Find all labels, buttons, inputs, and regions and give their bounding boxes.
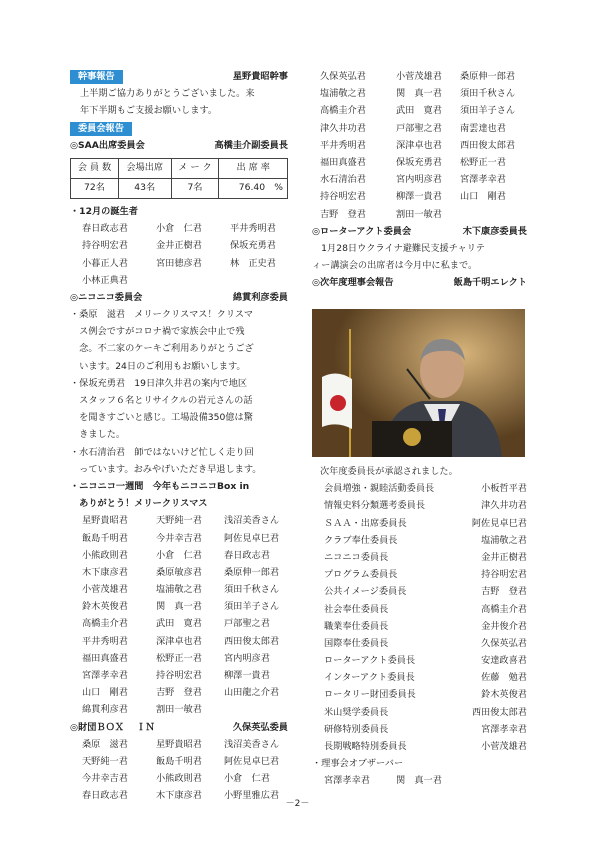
observer-name: 宮澤孝幸君	[324, 775, 370, 787]
niko-week-cont-name: 南雲達也君	[460, 122, 506, 134]
niko-text-line: います。24日のご利用もお願いします。	[70, 360, 246, 372]
niko-week-cont-row	[312, 85, 527, 102]
committee-role: 研修特別委員長	[324, 723, 389, 735]
niko-week-name: 小菅茂雄君	[82, 584, 128, 596]
birthday-name: 平井秀明君	[230, 223, 276, 235]
committee-role: ＳＡＡ・出席委員長	[324, 517, 407, 529]
committee-role: インターアクト委員長	[324, 672, 415, 684]
birthday-title: ・12月の誕生者	[70, 205, 138, 217]
observer-name: 関 真一君	[396, 775, 442, 787]
zaidan-name: 小倉 仁君	[224, 773, 270, 785]
zaidan-row	[70, 736, 288, 753]
committee-role: プログラム委員長	[324, 569, 398, 581]
attendance-value: 7名	[171, 178, 219, 198]
niko-week-cont-row	[312, 102, 527, 119]
niko-week-row	[70, 530, 288, 547]
committee-member: 小板哲平君	[481, 483, 527, 495]
zaidan-name: 飯島千明君	[156, 755, 202, 767]
left-column	[70, 68, 288, 805]
committee-row	[312, 618, 527, 635]
niko-week-name: 西田俊太郎君	[224, 635, 280, 647]
niko-week-name: 柳澤一貴君	[224, 670, 270, 681]
observer-row	[312, 772, 527, 789]
niko-week-title: ありがとう！メリークリスマス	[70, 498, 208, 510]
zaidan-name: 天野純一君	[82, 755, 128, 767]
niko-week-name: 春日政志君	[224, 549, 270, 561]
niko-week-cont-name: 平井秀明君	[320, 139, 366, 151]
zaidan-name: 浅沼美香さん	[224, 738, 280, 750]
niko-week-cont-name: 保坂充勇君	[396, 156, 442, 168]
niko-week-row	[70, 667, 288, 684]
niko-week-name: 割田一敏君	[156, 704, 202, 716]
niko-text-line: ・水石清治君 師ではないけど忙しく走り回	[70, 446, 254, 458]
attendance-header: 会場出席	[118, 158, 171, 178]
niko-week-name: 松野正一君	[156, 652, 202, 664]
next-year-board-header	[312, 274, 527, 291]
committee-row	[312, 635, 527, 652]
speaker-photo	[312, 309, 525, 457]
committee-role: 国際奉仕委員長	[324, 637, 389, 649]
zaidan-name: 小野里雅広君	[224, 790, 280, 802]
birthday-name: 小林正典君	[82, 274, 128, 286]
birthday-row	[70, 255, 288, 272]
birthday-name: 持谷明宏君	[82, 240, 128, 252]
niko-week-row	[70, 650, 288, 667]
niko-text-line: ・保坂充勇君 19日津久井君の案内で地区	[70, 377, 248, 389]
saa-title: ◎SAA出席委員会	[70, 139, 145, 151]
niko-week-cont-row	[312, 171, 527, 188]
zaidan-name: 桑原 滋君	[82, 738, 128, 750]
niko-week-name: 戸部聖之君	[224, 618, 270, 630]
niko-week-cont-row	[312, 154, 527, 171]
committee-row	[312, 515, 527, 532]
niko-week-cont-name: 持谷明宏君	[320, 191, 366, 203]
niko-week-row	[70, 512, 288, 529]
attendance-header: 会 員 数	[71, 158, 119, 178]
page-number: －2－	[285, 799, 310, 809]
niko-week-cont-row	[312, 188, 527, 205]
committee-member: 金井正樹君	[481, 551, 527, 563]
niko-week-cont-name: 高橋圭介君	[320, 105, 366, 117]
niko-name: 綿貫利彦委員	[232, 291, 288, 303]
rotaract-text-line: ィー講演会の出席者は今月中に私まで。	[312, 260, 478, 272]
committee-row	[312, 480, 527, 497]
committee-member: 小菅茂雄君	[481, 741, 527, 752]
niko-week-row	[70, 633, 288, 650]
niko-week-cont-name: 久保英弘君	[320, 71, 366, 82]
niko-text-line: 念。不二家のケーキご利用ありがとうござ	[70, 343, 254, 355]
niko-week-cont-name: 桑原伸一郎君	[460, 71, 516, 82]
niko-text-line: きました。	[70, 429, 126, 441]
birthday-name: 小暮正人君	[82, 257, 128, 269]
committee-role: 職業奉仕委員長	[324, 620, 389, 632]
zaidan-title: ◎財団ＢＯＸ ＩＮ	[70, 721, 155, 733]
niko-week-name: 須田千秋さん	[224, 584, 280, 596]
niko-week-name: 小熊政則君	[82, 549, 128, 561]
niko-week-name: 持谷明宏君	[156, 670, 202, 681]
committee-member: 西田俊太郎君	[471, 706, 527, 718]
niko-week-cont-row	[312, 206, 527, 223]
niko-week-cont-name: 福田真盛君	[320, 156, 366, 168]
next-year-board-name: 飯島千明エレクト	[453, 277, 527, 289]
niko-week-name: 関 真一君	[156, 601, 202, 613]
attendance-table	[70, 158, 288, 199]
attendance-header: 出 席 率	[219, 158, 288, 178]
zaidan-name: 阿佐見卓巳君	[224, 755, 280, 767]
niko-week-name: 小倉 仁君	[156, 549, 202, 561]
niko-week-name: 宮内明彦君	[224, 652, 270, 664]
saa-name: 高橋圭介副委員長	[214, 139, 288, 151]
committee-list	[312, 480, 527, 755]
niko-week-row	[70, 701, 288, 718]
niko-text-line: スタッフ６名とリサイクルの岩元さんの話	[70, 395, 253, 406]
committee-row	[312, 721, 527, 738]
committee-row	[312, 738, 527, 755]
niko-week-cont-name: 松野正一君	[460, 156, 506, 168]
niko-week-cont-name: 西田俊太郎君	[460, 139, 516, 151]
right-column	[312, 68, 527, 291]
committee-member: 金井俊介君	[481, 620, 527, 632]
kanji-text-line: 年下半期もご支援お願いします。	[80, 105, 218, 117]
birthday-row	[70, 272, 288, 289]
committee-row	[312, 497, 527, 514]
committee-row	[312, 566, 527, 583]
niko-text-line: っています。おみやげいただき早退します。	[70, 463, 262, 475]
right-column-lower	[312, 463, 527, 790]
committee-role: 会員増強・親睦活動委員長	[324, 483, 435, 495]
next-year-board-title: ◎次年度理事会報告	[312, 277, 394, 289]
niko-week-row	[70, 684, 288, 701]
niko-week-cont-name: 割田一敏君	[396, 208, 442, 220]
niko-week-name: 星野貴昭君	[82, 515, 128, 527]
niko-week-cont-name: 須田千秋さん	[460, 88, 516, 100]
kanji-name: 星野貴昭幹事	[232, 71, 288, 82]
attendance-value: 72名	[71, 178, 119, 198]
committee-role: 長期戦略特別委員長	[324, 741, 407, 752]
zaidan-name: 木下康彦君	[156, 790, 202, 802]
kanji-text-line: 上半期ご協力ありがとうございました。来	[80, 88, 255, 100]
niko-week-cont-name: 深津卓也君	[396, 139, 442, 151]
niko-week-name: 吉野 登君	[156, 687, 202, 699]
niko-week-cont-name: 宮内明彦君	[396, 174, 442, 186]
niko-week-cont-name: 吉野 登君	[320, 208, 366, 220]
niko-week-cont-name: 武田 寛君	[396, 105, 442, 117]
niko-week-cont-row	[312, 137, 527, 154]
committee-member: 鈴木英俊君	[481, 689, 527, 701]
niko-week-cont-name: 関 真一君	[396, 88, 442, 100]
approved-text: 次年度委員長が承認されました。	[320, 466, 458, 477]
committee-row	[312, 532, 527, 549]
committee-member: 持谷明宏君	[481, 569, 527, 581]
saa-header	[70, 137, 288, 154]
observer-title: ・理事会オブザーバー	[312, 758, 404, 770]
committee-row	[312, 652, 527, 669]
niko-week-name: 鈴木英俊君	[82, 601, 128, 613]
committee-member: 津久井功君	[481, 500, 527, 512]
attendance-value: 76.40 %	[219, 178, 288, 198]
niko-week-cont-name: 山口 剛君	[460, 191, 506, 203]
rotaract-header	[312, 223, 527, 240]
zaidan-name: 春日政志君	[82, 790, 128, 802]
niko-week-row	[70, 547, 288, 564]
attendance-value: 43名	[118, 178, 171, 198]
niko-text-line: ス例会ですがコロナ禍で家族会中止で残	[70, 326, 245, 338]
birthday-row	[70, 237, 288, 254]
niko-week-cont-name: 水石清治君	[320, 174, 366, 186]
niko-week-name: 福田真盛君	[82, 652, 128, 664]
niko-week-name: 平井秀明君	[82, 635, 128, 647]
committee-row	[312, 686, 527, 703]
committee-row	[312, 583, 527, 600]
niko-week-name: 桑原敏彦君	[156, 566, 202, 578]
committee-row	[312, 549, 527, 566]
committee-member: 久保英弘君	[481, 637, 527, 649]
committee-member: 塩浦敬之君	[481, 534, 527, 546]
birthday-name: 春日政志君	[82, 223, 128, 235]
niko-week-name: 綿貫利彦君	[82, 704, 128, 716]
kanji-report-badge: 幹事報告	[70, 70, 123, 84]
speaker-photo-illustration	[312, 309, 525, 457]
birthday-name: 林 正史君	[230, 257, 276, 269]
niko-week-cont-name: 戸部聖之君	[396, 122, 442, 134]
zaidan-name: 星野貴昭君	[156, 738, 202, 750]
zaidan-name: 久保英弘委員	[232, 721, 288, 733]
zaidan-name: 小熊政則君	[156, 773, 202, 785]
rotaract-name: 木下康彦委員長	[462, 225, 527, 237]
zaidan-row	[70, 770, 288, 787]
committee-role: 米山奨学委員長	[324, 706, 389, 718]
committee-member: 佐藤 勉君	[481, 672, 527, 684]
zaidan-list	[70, 736, 288, 805]
niko-week-name: 桑原伸一郎君	[224, 566, 280, 578]
committee-role: ローターアクト委員長	[324, 655, 416, 667]
committee-role: 公共イメージ委員長	[324, 586, 407, 598]
niko-week-name: 阿佐見卓巳君	[224, 532, 280, 544]
niko-week-row	[70, 564, 288, 581]
birthday-list	[70, 220, 288, 289]
niko-week-name: 高橋圭介君	[82, 618, 128, 630]
committee-member: 阿佐見卓巳君	[471, 517, 527, 529]
niko-week-row	[70, 598, 288, 615]
committee-row	[312, 669, 527, 686]
birthday-name: 宮田徳彦君	[156, 257, 202, 269]
attendance-header: メ ー ク	[171, 158, 219, 178]
niko-title: ◎ニコニコ委員会	[70, 291, 143, 303]
niko-week-cont-name: 須田羊子さん	[460, 105, 516, 117]
rotaract-text-line: 1月28日ウクライナ避難民支援チャリテ	[312, 242, 485, 254]
niko-week-cont-name: 柳澤一貴君	[396, 191, 442, 203]
niko-week-cont-name: 津久井功君	[320, 122, 366, 134]
birthday-name: 保坂充勇君	[230, 240, 276, 252]
niko-week-cont-name: 小菅茂雄君	[396, 71, 442, 82]
birthday-name: 金井正樹君	[156, 240, 202, 252]
niko-week-name: 今井幸吉君	[156, 532, 202, 544]
committee-report-badge: 委員会報告	[70, 122, 132, 136]
niko-week-name: 塩浦敬之君	[156, 584, 202, 596]
niko-week-name: 山田龍之介君	[224, 687, 280, 699]
committee-role: ニコニコ委員長	[324, 551, 389, 563]
birthday-row	[70, 220, 288, 237]
niko-week-name: 山口 剛君	[82, 687, 128, 699]
rotaract-title: ◎ローターアクト委員会	[312, 225, 412, 237]
niko-week-row	[70, 615, 288, 632]
committee-member: 吉野 登君	[481, 586, 527, 598]
niko-week-name: 天野純一君	[156, 515, 202, 527]
zaidan-header	[70, 719, 288, 736]
committee-row	[312, 601, 527, 618]
niko-week-list	[70, 512, 288, 718]
zaidan-row	[70, 753, 288, 770]
niko-week-name: 飯島千明君	[82, 532, 128, 544]
niko-week-name: 木下康彦君	[82, 566, 128, 578]
niko-week-cont-name: 塩浦敬之君	[320, 88, 366, 100]
niko-week-name: 武田 寛君	[156, 618, 202, 630]
niko-week-row	[70, 581, 288, 598]
niko-week-name: 宮澤孝幸君	[82, 670, 128, 681]
committee-role: ロータリー財団委員長	[324, 689, 416, 701]
zaidan-name: 今井幸吉君	[82, 773, 128, 785]
committee-member: 宮澤孝幸君	[481, 723, 527, 735]
niko-week-cont-row	[312, 120, 527, 137]
niko-week-name: 浅沼美香さん	[224, 515, 280, 527]
niko-week-list-continued	[312, 68, 527, 223]
niko-week-cont-name: 宮澤孝幸君	[460, 174, 506, 186]
niko-text	[70, 306, 288, 478]
committee-member: 高橋圭介君	[481, 603, 527, 615]
niko-week-name: 深津卓也君	[156, 635, 202, 647]
committee-role: クラブ奉仕委員長	[324, 534, 398, 546]
committee-row	[312, 704, 527, 721]
niko-week-name: 須田羊子さん	[224, 601, 280, 613]
committee-role: 情報史料分類選考委員長	[324, 500, 426, 512]
committee-role: 社会奉仕委員長	[324, 603, 389, 615]
kanji-report-header	[70, 68, 288, 85]
niko-header	[70, 289, 288, 306]
niko-week-cont-row	[312, 68, 527, 85]
birthday-name: 小倉 仁君	[156, 223, 202, 235]
niko-text-line: を聞きすごいと感じ。工場設備350億は驚	[70, 412, 253, 424]
committee-member: 安達政喜君	[481, 655, 527, 667]
niko-week-title: ・ニコニコ一週間 今年もニコニコBox in	[70, 480, 250, 492]
niko-text-line: ・桑原 滋君 メリークリスマス！クリスマ	[70, 309, 254, 321]
